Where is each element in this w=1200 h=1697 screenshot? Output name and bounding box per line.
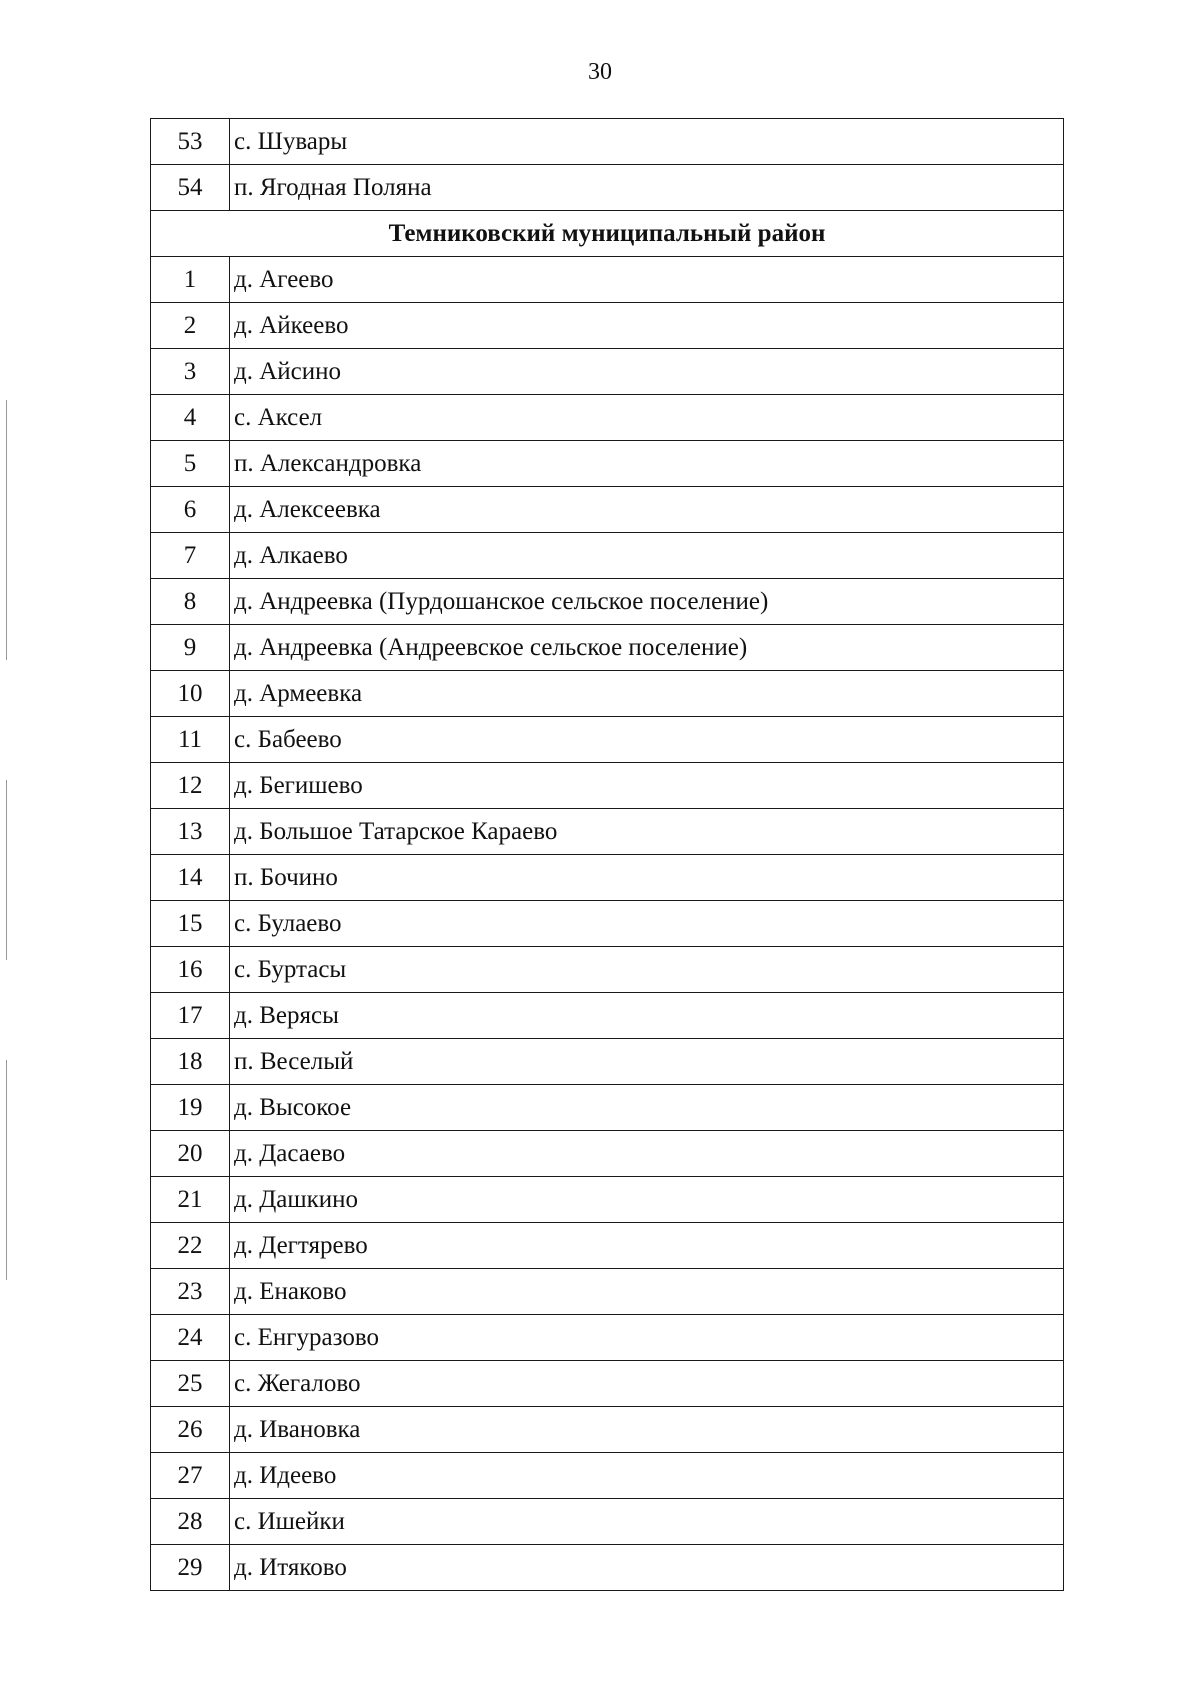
settlement-name: д. Бегишево [230,763,1064,809]
row-number: 1 [151,257,230,303]
row-number: 17 [151,993,230,1039]
settlement-name: д. Агеево [230,257,1064,303]
row-number: 11 [151,717,230,763]
row-number: 19 [151,1085,230,1131]
row-number: 26 [151,1407,230,1453]
table-row [151,119,1064,165]
scan-margin-mark [6,780,7,960]
row-number: 27 [151,1453,230,1499]
table-row [151,1499,1064,1545]
settlement-name: д. Большое Татарское Караево [230,809,1064,855]
section-header-row [151,211,1064,257]
row-number: 53 [151,119,230,165]
settlement-name: с. Жегалово [230,1361,1064,1407]
settlement-name: с. Енгуразово [230,1315,1064,1361]
table-row [151,855,1064,901]
table-row [151,441,1064,487]
settlement-name: д. Дегтярево [230,1223,1064,1269]
row-number: 8 [151,579,230,625]
row-number: 21 [151,1177,230,1223]
table-row [151,1361,1064,1407]
table-row [151,1269,1064,1315]
settlement-name: д. Алкаево [230,533,1064,579]
row-number: 3 [151,349,230,395]
table-row [151,1131,1064,1177]
row-number: 14 [151,855,230,901]
settlements-table [150,118,1064,1591]
scan-margin-mark [6,400,7,660]
settlement-name: п. Веселый [230,1039,1064,1085]
row-number: 20 [151,1131,230,1177]
row-number: 9 [151,625,230,671]
settlement-name: д. Дасаево [230,1131,1064,1177]
settlement-name: д. Айкеево [230,303,1064,349]
settlement-name: д. Дашкино [230,1177,1064,1223]
row-number: 25 [151,1361,230,1407]
settlement-name: с. Бабеево [230,717,1064,763]
settlement-name: п. Бочино [230,855,1064,901]
table-row [151,395,1064,441]
table-row [151,349,1064,395]
settlement-name: с. Аксел [230,395,1064,441]
table-row [151,717,1064,763]
table-row [151,1177,1064,1223]
row-number: 2 [151,303,230,349]
settlement-name: д. Айсино [230,349,1064,395]
row-number: 29 [151,1545,230,1591]
row-number: 54 [151,165,230,211]
row-number: 7 [151,533,230,579]
row-number: 23 [151,1269,230,1315]
settlement-name: с. Булаево [230,901,1064,947]
settlement-name: д. Идеево [230,1453,1064,1499]
row-number: 15 [151,901,230,947]
settlement-name: с. Буртасы [230,947,1064,993]
table-row [151,487,1064,533]
row-number: 22 [151,1223,230,1269]
row-number: 4 [151,395,230,441]
settlement-name: д. Высокое [230,1085,1064,1131]
table-row [151,671,1064,717]
settlement-name: д. Армеевка [230,671,1064,717]
settlement-name: д. Ивановка [230,1407,1064,1453]
table-row [151,947,1064,993]
district-section-title: Темниковский муниципальный район [151,211,1064,257]
settlement-name: с. Шувары [230,119,1064,165]
row-number: 12 [151,763,230,809]
table-row [151,579,1064,625]
page-number: 30 [588,59,612,85]
row-number: 10 [151,671,230,717]
table-row [151,1085,1064,1131]
table-row [151,1545,1064,1591]
table-row [151,165,1064,211]
settlement-name: д. Андреевка (Пурдошанское сельское поселение) [230,579,1064,625]
settlement-name: с. Ишейки [230,1499,1064,1545]
table-row [151,993,1064,1039]
table-row [151,303,1064,349]
row-number: 6 [151,487,230,533]
scan-margin-mark [6,1060,7,1280]
row-number: 28 [151,1499,230,1545]
table-row [151,533,1064,579]
settlement-name: д. Андреевка (Андреевское сельское поселение) [230,625,1064,671]
row-number: 5 [151,441,230,487]
table-row [151,1407,1064,1453]
row-number: 18 [151,1039,230,1085]
table-row [151,809,1064,855]
table-row [151,625,1064,671]
table-row [151,763,1064,809]
settlement-name: д. Енаково [230,1269,1064,1315]
settlement-name: п. Ягодная Поляна [230,165,1064,211]
settlements-table-body [151,119,1064,1591]
table-row [151,901,1064,947]
settlement-name: д. Итяково [230,1545,1064,1591]
row-number: 16 [151,947,230,993]
table-row [151,1453,1064,1499]
table-row [151,257,1064,303]
settlement-name: д. Верясы [230,993,1064,1039]
settlement-name: п. Александровка [230,441,1064,487]
row-number: 13 [151,809,230,855]
table-row [151,1223,1064,1269]
settlement-name: д. Алексеевка [230,487,1064,533]
table-row [151,1315,1064,1361]
row-number: 24 [151,1315,230,1361]
table-row [151,1039,1064,1085]
